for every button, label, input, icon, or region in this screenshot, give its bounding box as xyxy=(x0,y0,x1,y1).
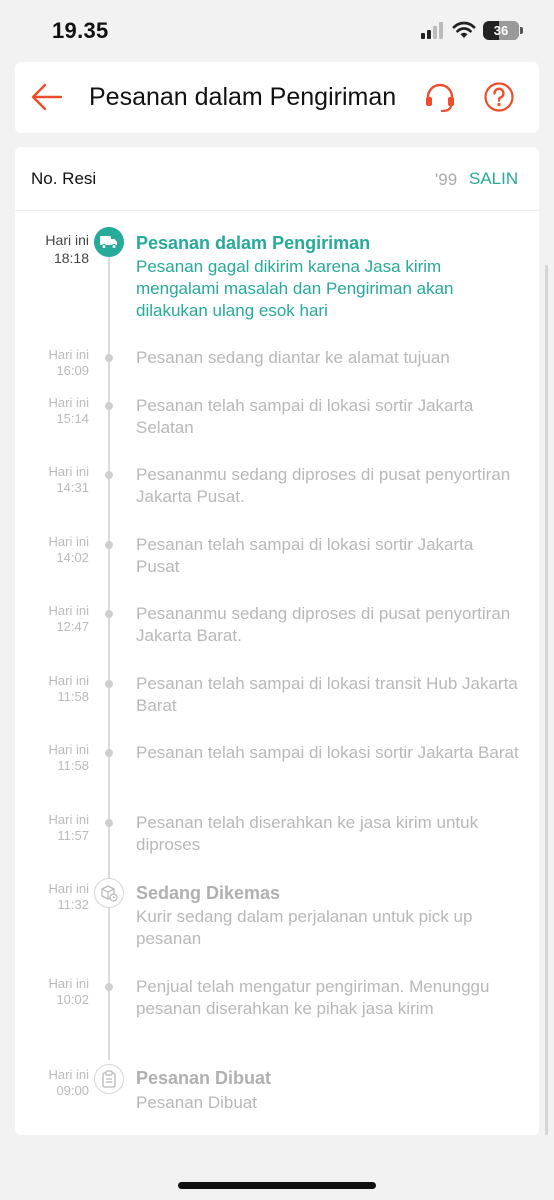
event-title: Pesanan dalam Pengiriman xyxy=(136,233,371,253)
event-time: 12:47 xyxy=(56,619,89,634)
event-title: Pesanan Dibuat xyxy=(136,1068,272,1088)
event-description: Pesanan telah sampai di lokasi transit Hub Jakarta Barat xyxy=(136,674,518,715)
event-title: Sedang Dikemas xyxy=(136,883,281,903)
event-time: 15:14 xyxy=(56,411,89,426)
question-icon[interactable] xyxy=(483,81,515,113)
home-indicator[interactable] xyxy=(178,1182,376,1189)
tracking-number-value: '99 xyxy=(435,170,458,189)
event-time: 14:31 xyxy=(56,480,89,495)
event-dot xyxy=(105,402,113,410)
event-time: 11:58 xyxy=(57,689,89,704)
event-time: 18:18 xyxy=(53,250,89,266)
event-date: Hari ini xyxy=(48,742,89,757)
signal-icon xyxy=(421,22,445,39)
event-description: Pesanan telah sampai di lokasi sortir Jakarta Selatan xyxy=(136,396,474,437)
tracking-card xyxy=(15,147,539,1135)
status-time: 19.35 xyxy=(52,18,109,43)
event-time: 10:02 xyxy=(56,992,89,1007)
battery-level-text: 36 xyxy=(493,23,509,38)
event-date: Hari ini xyxy=(48,673,89,688)
event-description: Pesananmu sedang diproses di pusat penyortiran Jakarta Barat. xyxy=(136,604,511,645)
event-dot xyxy=(105,354,113,362)
event-time: 11:32 xyxy=(57,897,89,912)
event-date: Hari ini xyxy=(48,1067,89,1082)
timeline-line xyxy=(108,242,110,1060)
event-dot xyxy=(105,983,113,991)
event-description: Penjual telah mengatur pengiriman. Menunggu pesanan diserahkan ke pihak jasa kirim xyxy=(136,977,490,1018)
battery-icon xyxy=(483,21,519,40)
event-date: Hari ini xyxy=(48,881,89,896)
event-date: Hari ini xyxy=(45,232,89,248)
wifi-icon xyxy=(452,20,476,39)
event-dot xyxy=(105,471,113,479)
tracking-number-row xyxy=(15,147,539,211)
battery-tip xyxy=(520,27,523,34)
event-date: Hari ini xyxy=(48,534,89,549)
scrollbar[interactable] xyxy=(545,265,548,1135)
arrow-left-icon[interactable] xyxy=(31,82,63,112)
event-time: 11:57 xyxy=(57,828,89,843)
status-bar xyxy=(0,0,554,62)
event-time: 11:58 xyxy=(57,758,89,773)
event-date: Hari ini xyxy=(48,347,89,362)
event-date: Hari ini xyxy=(48,603,89,618)
header-bar xyxy=(15,62,539,133)
event-description: Pesananmu sedang diproses di pusat penyortiran Jakarta Pusat. xyxy=(136,465,511,506)
headset-icon[interactable] xyxy=(423,81,457,115)
event-dot xyxy=(105,610,113,618)
package-clock-icon xyxy=(94,878,124,908)
event-description: Pesanan sedang diantar ke alamat tujuan xyxy=(136,348,450,367)
event-dot xyxy=(105,541,113,549)
truck-icon xyxy=(94,227,124,257)
event-time: 14:02 xyxy=(56,550,89,565)
event-description: Pesanan telah sampai di lokasi sortir Jakarta Barat xyxy=(136,743,519,762)
event-date: Hari ini xyxy=(48,812,89,827)
page-title: Pesanan dalam Pengiriman xyxy=(89,83,397,111)
event-description: Kurir sedang dalam perjalanan untuk pick up pesanan xyxy=(136,907,473,948)
event-description: Pesanan telah diserahkan ke jasa kirim untuk diproses xyxy=(136,813,479,854)
event-description: Pesanan telah sampai di lokasi sortir Jakarta Pusat xyxy=(136,535,474,576)
event-date: Hari ini xyxy=(48,976,89,991)
copy-button[interactable]: SALIN xyxy=(469,169,519,188)
event-dot xyxy=(105,680,113,688)
event-date: Hari ini xyxy=(48,464,89,479)
event-time: 16:09 xyxy=(56,363,89,378)
event-description: Pesanan gagal dikirim karena Jasa kirim mengalami masalah dan Pengiriman akan dilakukan ulang esok hari xyxy=(136,257,454,320)
tracking-number-label: No. Resi xyxy=(31,169,97,188)
clipboard-icon xyxy=(94,1064,124,1094)
event-time: 09:00 xyxy=(56,1083,89,1098)
event-dot xyxy=(105,749,113,757)
event-dot xyxy=(105,819,113,827)
event-date: Hari ini xyxy=(48,395,89,410)
event-description: Pesanan Dibuat xyxy=(136,1093,257,1112)
